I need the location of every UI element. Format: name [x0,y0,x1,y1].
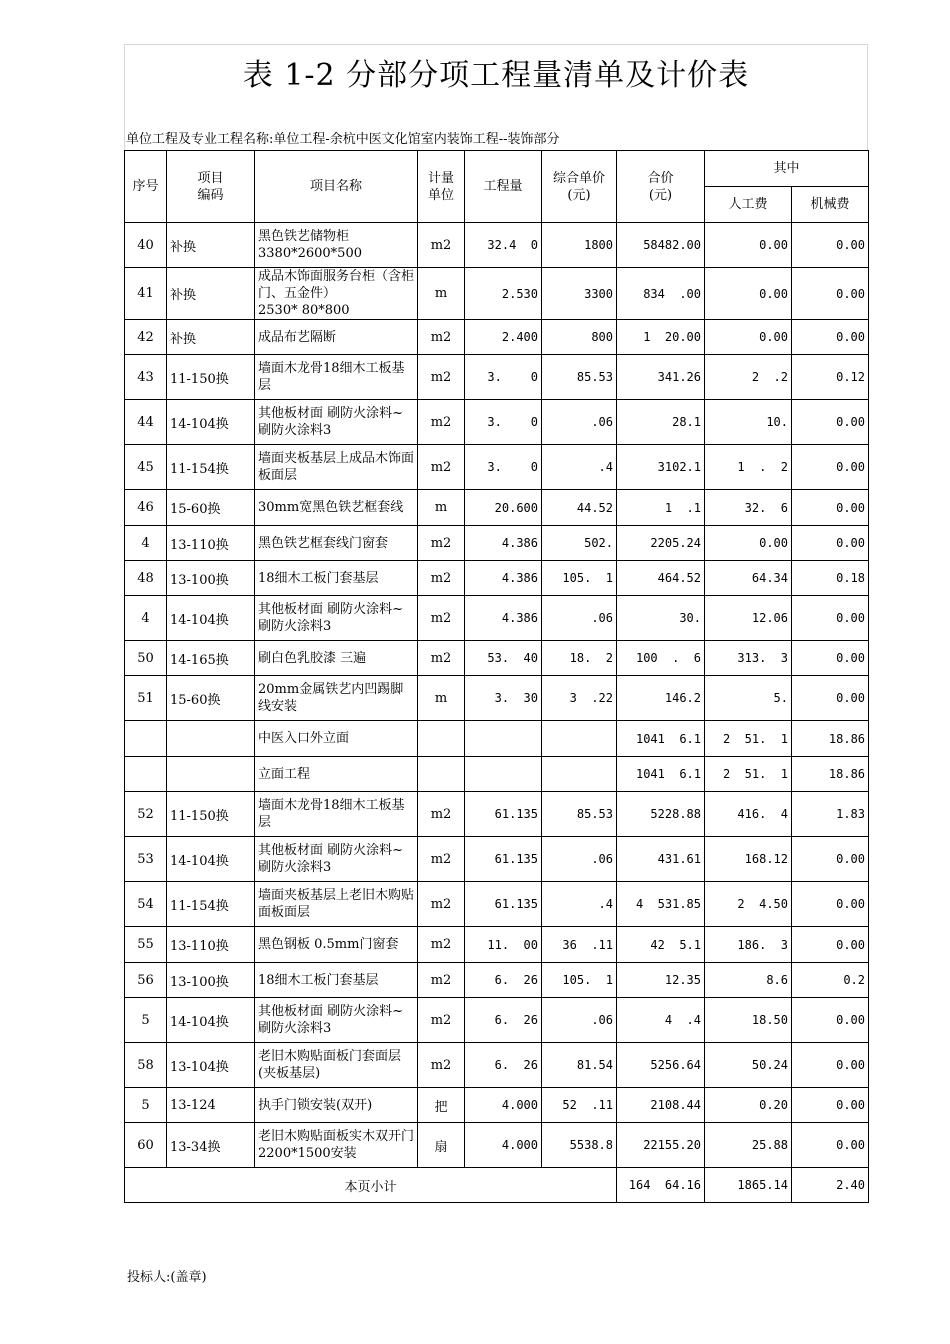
row-labor: 0.00 [705,223,792,268]
row-machine: 0.00 [792,400,869,445]
row-code [167,757,255,792]
row-qty: 3. 30 [465,676,542,721]
row-machine: 0.00 [792,596,869,641]
row-labor: 64.34 [705,561,792,596]
row-unit-price: .4 [542,445,617,490]
row-total: 12.35 [617,963,705,998]
row-labor: 2 .2 [705,355,792,400]
row-machine: 18.86 [792,721,869,757]
row-unit: m2 [418,1043,465,1088]
row-total: 5256.64 [617,1043,705,1088]
row-labor: 2 51. 1 [705,721,792,757]
table-row [125,526,869,561]
row-unit-price: 1800 [542,223,617,268]
row-unit-price: 3 .22 [542,676,617,721]
row-machine: 0.00 [792,641,869,676]
row-unit: m2 [418,320,465,355]
row-labor: 168.12 [705,837,792,882]
row-unit: m2 [418,882,465,927]
row-code: 14-104换 [167,400,255,445]
row-qty: 11. 00 [465,927,542,963]
row-seq: 5 [125,1088,167,1123]
row-machine: 0.2 [792,963,869,998]
row-name: 20mm金属铁艺内凹踢脚线安装 [255,676,418,721]
row-total: 100 . 6 [617,641,705,676]
row-labor: 186. 3 [705,927,792,963]
row-machine: 0.00 [792,1123,869,1168]
table-row [125,792,869,837]
row-total: 22155.20 [617,1123,705,1168]
row-name: 30mm宽黑色铁艺框套线 [255,490,418,526]
row-unit-price: .06 [542,596,617,641]
row-unit-price: .06 [542,400,617,445]
table-row [125,355,869,400]
row-qty: 4.000 [465,1088,542,1123]
header-name: 项目名称 [255,151,418,223]
bidder-seal-label: 投标人:(盖章) [127,1270,207,1285]
row-unit-price: 36 .11 [542,927,617,963]
row-unit-price: 5538.8 [542,1123,617,1168]
row-code: 15-60换 [167,676,255,721]
row-unit-price: 44.52 [542,490,617,526]
row-unit [418,757,465,792]
row-machine: 0.00 [792,882,869,927]
row-unit: 把 [418,1088,465,1123]
row-code: 补换 [167,268,255,320]
row-unit: m2 [418,526,465,561]
row-code: 14-104换 [167,998,255,1043]
table-row [125,998,869,1043]
row-seq [125,757,167,792]
table-row [125,268,869,320]
row-labor: 5. [705,676,792,721]
row-qty: 20.600 [465,490,542,526]
row-unit: m2 [418,998,465,1043]
row-seq: 43 [125,355,167,400]
header-machine: 机械费 [792,187,869,223]
row-seq: 42 [125,320,167,355]
row-total: 30. [617,596,705,641]
row-machine: 0.00 [792,927,869,963]
table-row [125,757,869,792]
row-unit: 扇 [418,1123,465,1168]
row-code: 补换 [167,320,255,355]
row-name: 黑色铁艺储物柜 3380*2600*500 [255,223,418,268]
row-total: 5228.88 [617,792,705,837]
row-machine: 0.00 [792,268,869,320]
row-unit-price: 502. [542,526,617,561]
row-unit-price: 81.54 [542,1043,617,1088]
row-total: 58482.00 [617,223,705,268]
subtotal-machine: 2.40 [792,1168,869,1203]
row-unit: m [418,676,465,721]
table-row [125,561,869,596]
row-total: 4 531.85 [617,882,705,927]
row-code: 11-150换 [167,792,255,837]
row-name: 立面工程 [255,757,418,792]
row-name: 刷白色乳胶漆 三遍 [255,641,418,676]
row-machine: 0.12 [792,355,869,400]
row-seq: 40 [125,223,167,268]
row-labor: 50.24 [705,1043,792,1088]
table-row [125,223,869,268]
table-row [125,320,869,355]
row-name: 墙面夹板基层上成品木饰面板面层 [255,445,418,490]
row-unit: m [418,490,465,526]
header-total: 合价 (元) [617,151,705,223]
row-machine: 0.00 [792,490,869,526]
row-machine: 0.00 [792,1088,869,1123]
row-unit-price: 105. 1 [542,963,617,998]
row-qty: 61.135 [465,837,542,882]
row-code: 14-104换 [167,837,255,882]
row-seq: 50 [125,641,167,676]
row-unit-price: .06 [542,837,617,882]
row-machine: 1.83 [792,792,869,837]
table-row [125,490,869,526]
row-total: 1041 6.1 [617,721,705,757]
row-seq: 51 [125,676,167,721]
row-unit-price: 3300 [542,268,617,320]
row-unit: m [418,268,465,320]
row-labor: 12.06 [705,596,792,641]
row-qty: 6. 26 [465,1043,542,1088]
row-unit-price: 52 .11 [542,1088,617,1123]
row-name: 成品布艺隔断 [255,320,418,355]
table-row [125,721,869,757]
header-code: 项目 编码 [167,151,255,223]
page-title: 表 1-2 分部分项工程量清单及计价表 [242,58,750,93]
row-qty: 4.000 [465,1123,542,1168]
row-code: 补换 [167,223,255,268]
row-unit: m2 [418,223,465,268]
table-row [125,1123,869,1168]
row-seq: 58 [125,1043,167,1088]
row-unit: m2 [418,561,465,596]
row-name: 老旧木购贴面板门套面层(夹板基层) [255,1043,418,1088]
row-qty: 2.400 [465,320,542,355]
header-seq: 序号 [125,151,167,223]
row-total: 3102.1 [617,445,705,490]
row-unit-price: 85.53 [542,355,617,400]
row-name: 18细木工板门套基层 [255,963,418,998]
row-labor: 10. [705,400,792,445]
row-code: 13-104换 [167,1043,255,1088]
row-qty: 2.530 [465,268,542,320]
table-row [125,641,869,676]
row-qty [465,721,542,757]
row-qty: 61.135 [465,792,542,837]
row-seq: 60 [125,1123,167,1168]
row-labor: 0.00 [705,320,792,355]
row-machine: 0.00 [792,998,869,1043]
table-row [125,676,869,721]
row-qty: 4.386 [465,526,542,561]
row-seq: 45 [125,445,167,490]
row-total: 431.61 [617,837,705,882]
row-machine: 18.86 [792,757,869,792]
row-name: 其他板材面 刷防火涂料~刷防火涂料3 [255,400,418,445]
row-unit-price [542,757,617,792]
row-labor: 1 . 2 [705,445,792,490]
row-machine: 0.00 [792,1043,869,1088]
table-row [125,1043,869,1088]
header-labor: 人工费 [705,187,792,223]
row-labor: 313. 3 [705,641,792,676]
row-machine: 0.18 [792,561,869,596]
row-qty: 61.135 [465,882,542,927]
header-unit: 计量 单位 [418,151,465,223]
row-name: 墙面夹板基层上老旧木购贴面板面层 [255,882,418,927]
header-unit-price: 综合单价 (元) [542,151,617,223]
row-seq: 54 [125,882,167,927]
row-total: 2205.24 [617,526,705,561]
row-qty: 3. 0 [465,400,542,445]
row-unit-price: .4 [542,882,617,927]
row-code: 13-34换 [167,1123,255,1168]
table-body [125,223,869,1168]
row-unit: m2 [418,641,465,676]
row-seq: 5 [125,998,167,1043]
row-unit: m2 [418,837,465,882]
row-labor: 8.6 [705,963,792,998]
row-unit-price: 800 [542,320,617,355]
row-seq: 48 [125,561,167,596]
row-code: 11-150换 [167,355,255,400]
row-name: 成品木饰面服务台柜（含柜门、五金件） 2530* 80*800 [255,268,418,320]
table-row [125,445,869,490]
row-name: 墙面木龙骨18细木工板基层 [255,355,418,400]
row-name: 黑色钢板 0.5mm门窗套 [255,927,418,963]
table-row [125,927,869,963]
row-qty: 32.4 0 [465,223,542,268]
row-qty: 4.386 [465,561,542,596]
header-qty: 工程量 [465,151,542,223]
subtotal-total: 164 64.16 [617,1168,705,1203]
row-unit: m2 [418,400,465,445]
row-name: 黑色铁艺框套线门窗套 [255,526,418,561]
row-unit-price: 105. 1 [542,561,617,596]
row-seq: 4 [125,596,167,641]
table-row [125,963,869,998]
row-unit-price: 85.53 [542,792,617,837]
row-labor: 0.20 [705,1088,792,1123]
row-qty: 3. 0 [465,445,542,490]
row-labor: 2 4.50 [705,882,792,927]
row-unit: m2 [418,963,465,998]
row-total: 464.52 [617,561,705,596]
table-row [125,1088,869,1123]
row-labor: 32. 6 [705,490,792,526]
row-name: 执手门锁安装(双开) [255,1088,418,1123]
row-name: 墙面木龙骨18细木工板基层 [255,792,418,837]
row-qty: 6. 26 [465,998,542,1043]
project-name-label: 单位工程及专业工程名称:单位工程-余杭中医文化馆室内装饰工程--装饰部分 [126,132,560,147]
row-labor: 18.50 [705,998,792,1043]
row-seq: 46 [125,490,167,526]
row-seq: 53 [125,837,167,882]
bill-of-quantities-table [124,150,869,1203]
row-name: 18细木工板门套基层 [255,561,418,596]
row-qty: 53. 40 [465,641,542,676]
row-unit-price: .06 [542,998,617,1043]
header-group: 其中 [705,151,869,187]
row-seq: 4 [125,526,167,561]
row-total: 834 .00 [617,268,705,320]
row-code: 11-154换 [167,882,255,927]
row-code: 14-165换 [167,641,255,676]
table-row [125,837,869,882]
row-unit [418,721,465,757]
row-name: 其他板材面 刷防火涂料~刷防火涂料3 [255,998,418,1043]
row-unit: m2 [418,355,465,400]
row-total: 42 5.1 [617,927,705,963]
row-machine: 0.00 [792,676,869,721]
row-labor: 416. 4 [705,792,792,837]
row-labor: 2 51. 1 [705,757,792,792]
table-row [125,882,869,927]
row-code: 11-154换 [167,445,255,490]
row-total: 2108.44 [617,1088,705,1123]
row-labor: 0.00 [705,526,792,561]
row-qty: 4.386 [465,596,542,641]
row-labor: 25.88 [705,1123,792,1168]
row-total: 4 .4 [617,998,705,1043]
row-machine: 0.00 [792,223,869,268]
row-total: 146.2 [617,676,705,721]
row-code: 15-60换 [167,490,255,526]
row-total: 1 20.00 [617,320,705,355]
table-row [125,400,869,445]
row-code: 13-100换 [167,561,255,596]
row-qty [465,757,542,792]
row-code [167,721,255,757]
row-qty: 3. 0 [465,355,542,400]
row-unit-price: 18. 2 [542,641,617,676]
row-labor: 0.00 [705,268,792,320]
row-name: 老旧木购贴面板实木双开门2200*1500安装 [255,1123,418,1168]
row-machine: 0.00 [792,320,869,355]
row-code: 13-124 [167,1088,255,1123]
row-machine: 0.00 [792,837,869,882]
row-seq: 44 [125,400,167,445]
row-unit: m2 [418,445,465,490]
row-code: 14-104换 [167,596,255,641]
row-total: 1 .1 [617,490,705,526]
row-name: 其他板材面 刷防火涂料~刷防火涂料3 [255,837,418,882]
row-unit: m2 [418,927,465,963]
table-row [125,596,869,641]
row-code: 13-110换 [167,927,255,963]
row-code: 13-110换 [167,526,255,561]
subtotal-labor: 1865.14 [705,1168,792,1203]
row-unit: m2 [418,596,465,641]
row-name: 其他板材面 刷防火涂料~刷防火涂料3 [255,596,418,641]
subtotal-label: 本页小计 [125,1168,617,1203]
row-machine: 0.00 [792,445,869,490]
row-qty: 6. 26 [465,963,542,998]
row-total: 28.1 [617,400,705,445]
row-total: 341.26 [617,355,705,400]
row-seq: 41 [125,268,167,320]
subtotal-row [125,1168,869,1203]
row-name: 中医入口外立面 [255,721,418,757]
row-unit-price [542,721,617,757]
row-total: 1041 6.1 [617,757,705,792]
row-unit: m2 [418,792,465,837]
row-seq: 52 [125,792,167,837]
row-seq [125,721,167,757]
row-code: 13-100换 [167,963,255,998]
row-seq: 56 [125,963,167,998]
row-machine: 0.00 [792,526,869,561]
row-seq: 55 [125,927,167,963]
